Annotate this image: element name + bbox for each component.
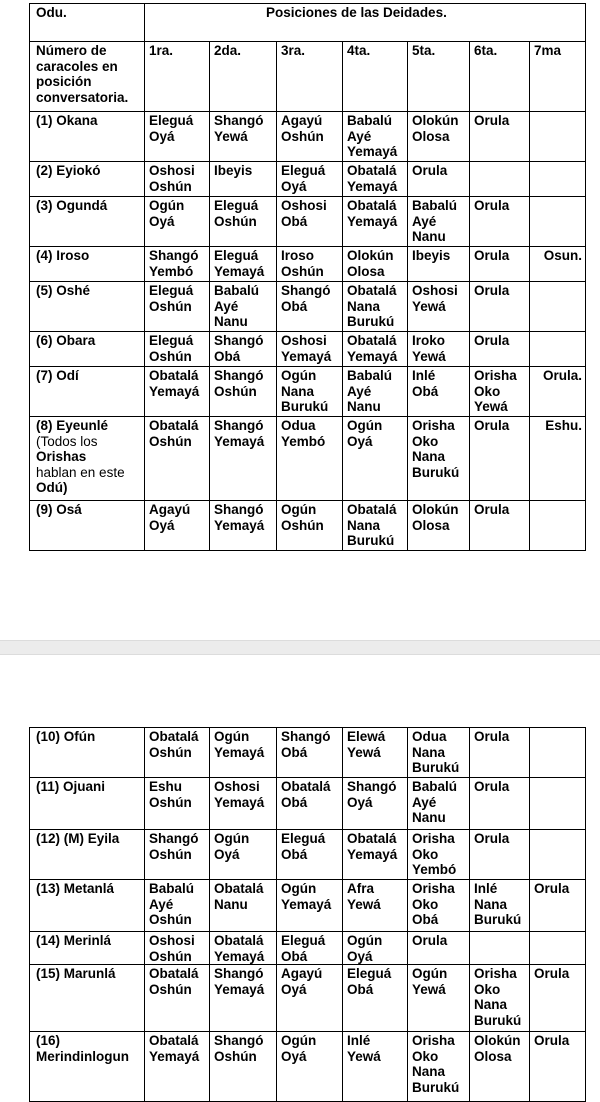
deity-cell: Shangó Yemayá — [210, 501, 277, 551]
deity-cell: Shangó Obá — [210, 332, 277, 367]
deity-cell: Elewá Yewá — [343, 728, 408, 778]
deity-cell: Babalú Ayé Nanu — [343, 367, 408, 417]
deity-cell — [530, 197, 586, 247]
deity-cell: Agayú Oshún — [277, 112, 343, 162]
deity-cell: Olokún Olosa — [408, 112, 470, 162]
col-header-4: 4ta. — [343, 42, 408, 112]
deity-cell: Shangó Yewá — [210, 112, 277, 162]
col-header-2: 2da. — [210, 42, 277, 112]
deity-cell: Obatalá Yemayá — [145, 367, 210, 417]
deity-cell: Olokún Olosa — [343, 247, 408, 282]
deity-cell: Ogún Oyá — [277, 1032, 343, 1102]
odu-note-end: Odú) — [36, 480, 68, 495]
deity-cell — [530, 932, 586, 965]
odu-cell: (15) Marunlá — [30, 965, 145, 1032]
table-row — [30, 830, 586, 880]
odu-note: hablan en este — [36, 464, 125, 480]
deities-table-part-2 — [29, 727, 586, 1102]
deity-cell: Babalú Ayé Nanu — [408, 778, 470, 830]
page-divider — [0, 640, 600, 655]
deity-cell: Afra Yewá — [343, 880, 408, 932]
odu-cell: (7) Odí — [30, 367, 145, 417]
col-header-7: 7ma — [530, 42, 586, 112]
deity-cell: Orula — [470, 197, 530, 247]
table-row — [30, 197, 586, 247]
deity-cell: Eleguá Obá — [277, 932, 343, 965]
deity-cell: Iroso Oshún — [277, 247, 343, 282]
deity-cell — [530, 830, 586, 880]
deity-cell: Orula. — [530, 367, 586, 417]
deity-cell: Olokún Olosa — [408, 501, 470, 551]
odu-cell — [30, 417, 145, 501]
deity-cell: Shangó Yemayá — [210, 417, 277, 501]
deity-cell: Ogún Yewá — [408, 965, 470, 1032]
odu-cell: (10) Ofún — [30, 728, 145, 778]
deity-cell: Orula — [408, 932, 470, 965]
deity-cell: Inlé Yewá — [343, 1032, 408, 1102]
deity-cell: Eleguá Oshún — [210, 197, 277, 247]
table-row — [30, 965, 586, 1032]
odu-cell: (14) Merinlá — [30, 932, 145, 965]
deity-cell: Orula — [408, 162, 470, 197]
deity-cell: Obatalá Nana Burukú — [343, 282, 408, 332]
deity-cell: Oshosi Obá — [277, 197, 343, 247]
table-row — [30, 932, 586, 965]
deity-cell — [470, 162, 530, 197]
deity-cell: Orula — [470, 501, 530, 551]
deity-cell: Oshosi Oshún — [145, 932, 210, 965]
deity-cell: Eleguá Oyá — [145, 112, 210, 162]
table-row — [30, 728, 586, 778]
table-row — [30, 247, 586, 282]
deity-cell: Eleguá Oyá — [277, 162, 343, 197]
deity-cell — [530, 162, 586, 197]
odu-note: (Todos los — [36, 433, 98, 449]
table-subheader-row — [30, 42, 586, 112]
deity-cell: Eleguá Yemayá — [210, 247, 277, 282]
deity-cell: Ogún Oyá — [145, 197, 210, 247]
deity-cell: Obatalá Nana Burukú — [343, 501, 408, 551]
odu-cell: (9) Osá — [30, 501, 145, 551]
odu-cell: (2) Eyiokó — [30, 162, 145, 197]
deity-cell: Eshu Oshún — [145, 778, 210, 830]
odu-cell: (1) Okana — [30, 112, 145, 162]
positions-header — [145, 4, 586, 42]
deity-cell — [530, 728, 586, 778]
deity-cell: Obatalá Yemayá — [343, 830, 408, 880]
deity-cell: Orisha Oko Yembó — [408, 830, 470, 880]
deity-cell: Orisha Oko Nana Burukú — [408, 1032, 470, 1102]
deity-cell: Orisha Oko Nana Burukú — [470, 965, 530, 1032]
table-row — [30, 501, 586, 551]
positions-header-text: Posiciones de las Deidades. — [266, 5, 447, 20]
odu-name: (8) Eyeunlé — [36, 418, 109, 433]
deity-cell: Shangó Yemayá — [210, 965, 277, 1032]
deity-cell: Ogún Yemayá — [277, 880, 343, 932]
deity-cell: Orula — [470, 778, 530, 830]
deity-cell: Obatalá Yemayá — [145, 1032, 210, 1102]
deity-cell: Inlé Nana Burukú — [470, 880, 530, 932]
deity-cell: Eleguá Oshún — [145, 282, 210, 332]
deity-cell: Odua Nana Burukú — [408, 728, 470, 778]
deity-cell: Orisha Oko Nana Burukú — [408, 417, 470, 501]
deity-cell: Orula — [470, 112, 530, 162]
odu-cell: (13) Metanlá — [30, 880, 145, 932]
deity-cell: Ogún Oshún — [277, 501, 343, 551]
deity-cell: Obatalá Yemayá — [343, 162, 408, 197]
deity-cell: Obatalá Oshún — [145, 728, 210, 778]
deity-cell: Obatalá Yemayá — [343, 197, 408, 247]
table-row — [30, 417, 586, 501]
deity-cell: Obatalá Obá — [277, 778, 343, 830]
deity-cell: Orula — [470, 282, 530, 332]
odu-cell: (6) Obara — [30, 332, 145, 367]
deity-cell: Iroko Yewá — [408, 332, 470, 367]
deity-cell: Obatalá Yemayá — [210, 932, 277, 965]
table-row — [30, 282, 586, 332]
deity-cell — [470, 932, 530, 965]
deity-cell: Oshosi Oshún — [145, 162, 210, 197]
table-row — [30, 367, 586, 417]
deity-cell: Shangó Oshún — [210, 367, 277, 417]
deity-cell: Orula — [470, 830, 530, 880]
count-column-header: Número de caracoles en posición conversatoria. — [30, 42, 145, 112]
table-row — [30, 112, 586, 162]
deity-cell: Olokún Olosa — [470, 1032, 530, 1102]
deity-cell: Orula — [470, 247, 530, 282]
deity-cell: Inlé Obá — [408, 367, 470, 417]
deity-cell: Ogún Oyá — [210, 830, 277, 880]
deity-cell: Osun. — [530, 247, 586, 282]
deity-cell: Oshosi Yemayá — [210, 778, 277, 830]
table-row — [30, 162, 586, 197]
odu-cell: (12) (M) Eyila — [30, 830, 145, 880]
col-header-1: 1ra. — [145, 42, 210, 112]
odu-cell: (4) Iroso — [30, 247, 145, 282]
deity-cell: Orisha Oko Obá — [408, 880, 470, 932]
deity-cell: Orula — [530, 965, 586, 1032]
odu-note-bold: Orishas — [36, 449, 87, 464]
deity-cell: Orula — [470, 417, 530, 501]
deity-cell: Ibeyis — [408, 247, 470, 282]
deity-cell: Shangó Obá — [277, 728, 343, 778]
odu-cell: (3) Ogundá — [30, 197, 145, 247]
deity-cell: Agayú Oyá — [277, 965, 343, 1032]
deity-cell: Ogún Yemayá — [210, 728, 277, 778]
odu-cell: (11) Ojuani — [30, 778, 145, 830]
col-header-5: 5ta. — [408, 42, 470, 112]
deity-cell: Ibeyis — [210, 162, 277, 197]
deity-cell: Obatalá Oshún — [145, 417, 210, 501]
deity-cell — [530, 282, 586, 332]
deity-cell: Oshosi Yemayá — [277, 332, 343, 367]
table-row — [30, 332, 586, 367]
deity-cell: Shangó Obá — [277, 282, 343, 332]
deity-cell: Eshu. — [530, 417, 586, 501]
deity-cell: Obatalá Yemayá — [343, 332, 408, 367]
table-row — [30, 778, 586, 830]
col-header-3: 3ra. — [277, 42, 343, 112]
table-row — [30, 880, 586, 932]
deity-cell: Obatalá Nanu — [210, 880, 277, 932]
deity-cell: Orula — [470, 728, 530, 778]
deity-cell: Ogún Oyá — [343, 417, 408, 501]
deity-cell: Oshosi Yewá — [408, 282, 470, 332]
deity-cell: Orula — [530, 880, 586, 932]
deity-cell: Ogún Nana Burukú — [277, 367, 343, 417]
deity-cell — [530, 501, 586, 551]
deity-cell: Shangó Yembó — [145, 247, 210, 282]
table-row — [30, 1032, 586, 1102]
odu-column-header: Odu. — [30, 4, 145, 42]
deity-cell: Eleguá Obá — [343, 965, 408, 1032]
deity-cell — [530, 112, 586, 162]
deity-cell: Obatalá Oshún — [145, 965, 210, 1032]
deity-cell: Shangó Oshún — [210, 1032, 277, 1102]
deity-cell: Shangó Oyá — [343, 778, 408, 830]
deity-cell: Ogún Oyá — [343, 932, 408, 965]
col-header-6: 6ta. — [470, 42, 530, 112]
deity-cell: Babalú Ayé Nanu — [408, 197, 470, 247]
table-header-row — [30, 4, 586, 42]
deity-cell: Shangó Oshún — [145, 830, 210, 880]
deity-cell: Babalú Ayé Yemayá — [343, 112, 408, 162]
deity-cell: Eleguá Oshún — [145, 332, 210, 367]
deity-cell: Babalú Ayé Oshún — [145, 880, 210, 932]
odu-cell: (16) Merindinlogun — [30, 1032, 145, 1102]
odu-cell: (5) Oshé — [30, 282, 145, 332]
deities-table-part-1 — [29, 3, 586, 551]
deity-cell: Odua Yembó — [277, 417, 343, 501]
deity-cell — [530, 332, 586, 367]
deity-cell: Babalú Ayé Nanu — [210, 282, 277, 332]
deity-cell — [530, 778, 586, 830]
deity-cell: Orisha Oko Yewá — [470, 367, 530, 417]
deity-cell: Agayú Oyá — [145, 501, 210, 551]
deity-cell: Orula — [530, 1032, 586, 1102]
deity-cell: Eleguá Obá — [277, 830, 343, 880]
deity-cell: Orula — [470, 332, 530, 367]
document-page-2 — [0, 725, 600, 1102]
